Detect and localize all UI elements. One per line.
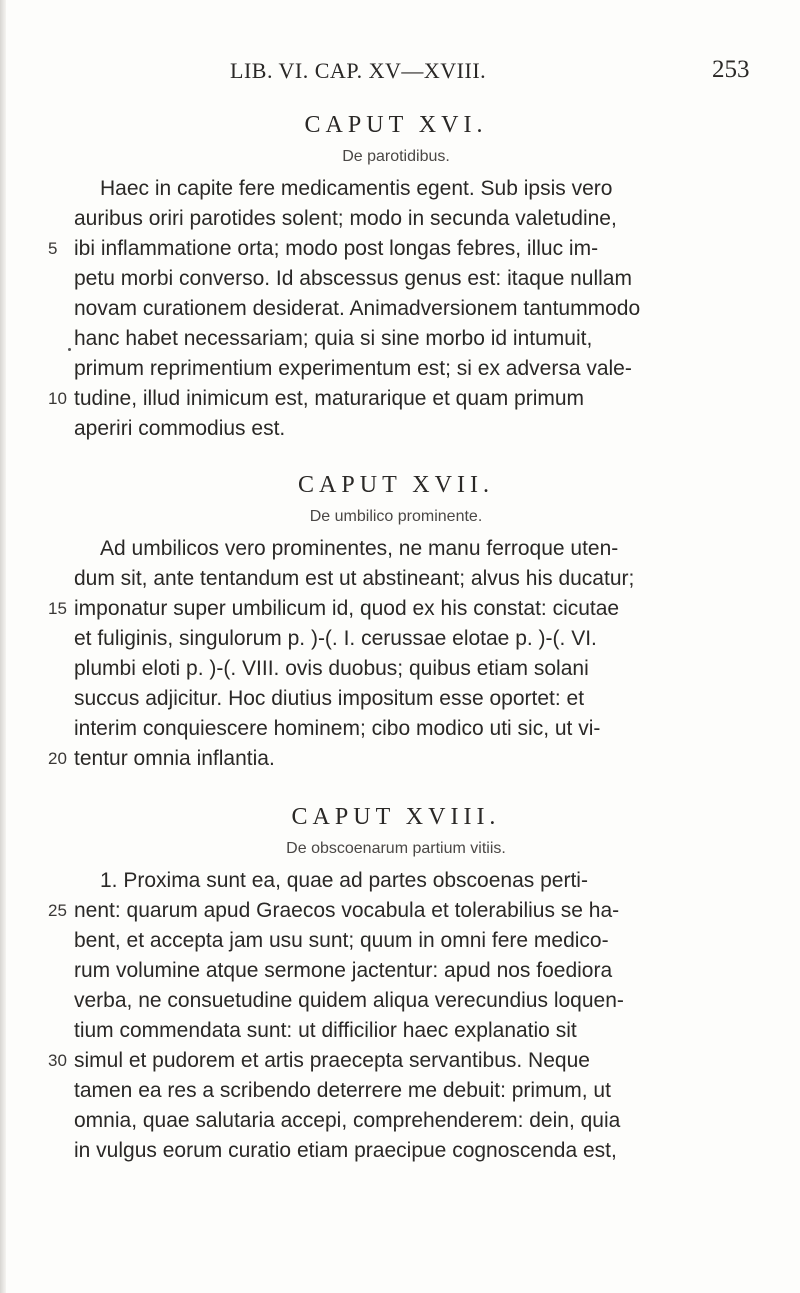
text-line	[56, 654, 736, 684]
text-line	[56, 1106, 736, 1136]
line-text: interim conquiescere hominem; cibo modico uti sic, ut vi-	[74, 717, 601, 740]
line-number: 25	[48, 901, 67, 920]
line-number: 10	[48, 389, 67, 408]
page-number: 253	[712, 56, 750, 83]
text-line	[56, 324, 736, 354]
text-line	[56, 624, 736, 654]
chapter-subtitle: De obscoenarum partium vitiis.	[286, 840, 506, 857]
line-text: nent: quarum apud Graecos vocabula et tolerabilius se ha-	[74, 899, 620, 922]
text-line	[56, 684, 736, 714]
text-line	[48, 744, 736, 774]
margin-dot	[68, 348, 71, 351]
line-text: succus adjicitur. Hoc diutius impositum esse oportet: et	[74, 687, 585, 710]
text-line	[56, 714, 736, 744]
line-text: et fuliginis, singulorum p. )-(. I. cerussae elotae p. )-(. VI.	[74, 627, 597, 650]
text-line	[56, 204, 736, 234]
text-line	[56, 174, 736, 204]
text-line	[56, 986, 736, 1016]
line-text: omnia, quae salutaria accepi, comprehenderem: dein, quia	[74, 1109, 621, 1132]
text-line	[48, 1046, 736, 1076]
text-line	[56, 1136, 736, 1166]
text-line	[56, 1016, 736, 1046]
text-line	[56, 354, 736, 384]
line-text: rum volumine atque sermone jactentur: apud nos foediora	[74, 959, 613, 982]
line-number: 15	[48, 599, 67, 618]
text-line	[48, 234, 736, 264]
text-line	[56, 866, 736, 896]
line-text: petu morbi converso. Id abscessus genus est: itaque nullam	[74, 267, 632, 290]
line-text: 1. Proxima sunt ea, quae ad partes obscoenas perti-	[100, 869, 588, 892]
text-line	[56, 294, 736, 324]
line-text: auribus oriri parotides solent; modo in secunda valetudine,	[74, 207, 617, 230]
text-line	[56, 926, 736, 956]
line-number: 20	[48, 749, 67, 768]
text-line	[48, 896, 736, 926]
chapter-subtitle: De parotidibus.	[342, 148, 450, 165]
line-text: aperiri commodius est.	[74, 417, 286, 440]
line-text: novam curationem desiderat. Animadversionem tantummodo	[74, 297, 641, 320]
chapter-title: CAPUT XVIII.	[291, 804, 501, 830]
line-text: tentur omnia inflantia.	[74, 747, 275, 770]
line-text: tamen ea res a scribendo deterrere me debuit: primum, ut	[74, 1079, 611, 1102]
text-line	[48, 384, 736, 414]
line-text: Haec in capite fere medicamentis egent. Sub ipsis vero	[100, 177, 613, 200]
chapter-subtitle: De umbilico prominente.	[309, 508, 483, 525]
line-text: hanc habet necessariam; quia si sine morbo id intumuit,	[74, 327, 593, 350]
text-line	[56, 414, 736, 444]
text-line	[56, 1076, 736, 1106]
text-line	[56, 534, 736, 564]
page-edge	[0, 0, 6, 1293]
line-text: tium commendata sunt: ut difficilior haec explanatio sit	[74, 1019, 577, 1042]
line-text: ibi inflammatione orta; modo post longas febres, illuc im-	[74, 237, 599, 260]
line-text: imponatur super umbilicum id, quod ex his constat: cicutae	[74, 597, 620, 620]
line-text: tudine, illud inimicum est, maturarique et quam primum	[74, 387, 585, 410]
text-line	[56, 956, 736, 986]
line-text: plumbi eloti p. )-(. VIII. ovis duobus; quibus etiam solani	[74, 657, 589, 680]
line-text: bent, et accepta jam usu sunt; quum in omni fere medico-	[74, 929, 609, 952]
line-text: simul et pudorem et artis praecepta servantibus. Neque	[74, 1049, 590, 1072]
line-number: 30	[48, 1051, 67, 1070]
line-text: primum reprimentium experimentum est; si ex adversa vale-	[74, 357, 632, 380]
line-text: in vulgus eorum curatio etiam praecipue cognoscenda est,	[74, 1139, 617, 1162]
line-text: verba, ne consuetudine quidem aliqua verecundius loquen-	[74, 989, 624, 1012]
chapter-title: CAPUT XVII.	[298, 472, 494, 498]
line-text: dum sit, ante tentandum est ut abstineant; alvus his ducatur;	[74, 567, 635, 590]
text-line	[48, 594, 736, 624]
chapter-title: CAPUT XVI.	[304, 112, 488, 138]
line-text: Ad umbilicos vero prominentes, ne manu ferroque uten-	[100, 537, 619, 560]
text-line	[56, 564, 736, 594]
line-number: 5	[48, 239, 58, 258]
text-line	[56, 264, 736, 294]
running-head: LIB. VI. CAP. XV—XVIII.	[230, 58, 487, 83]
